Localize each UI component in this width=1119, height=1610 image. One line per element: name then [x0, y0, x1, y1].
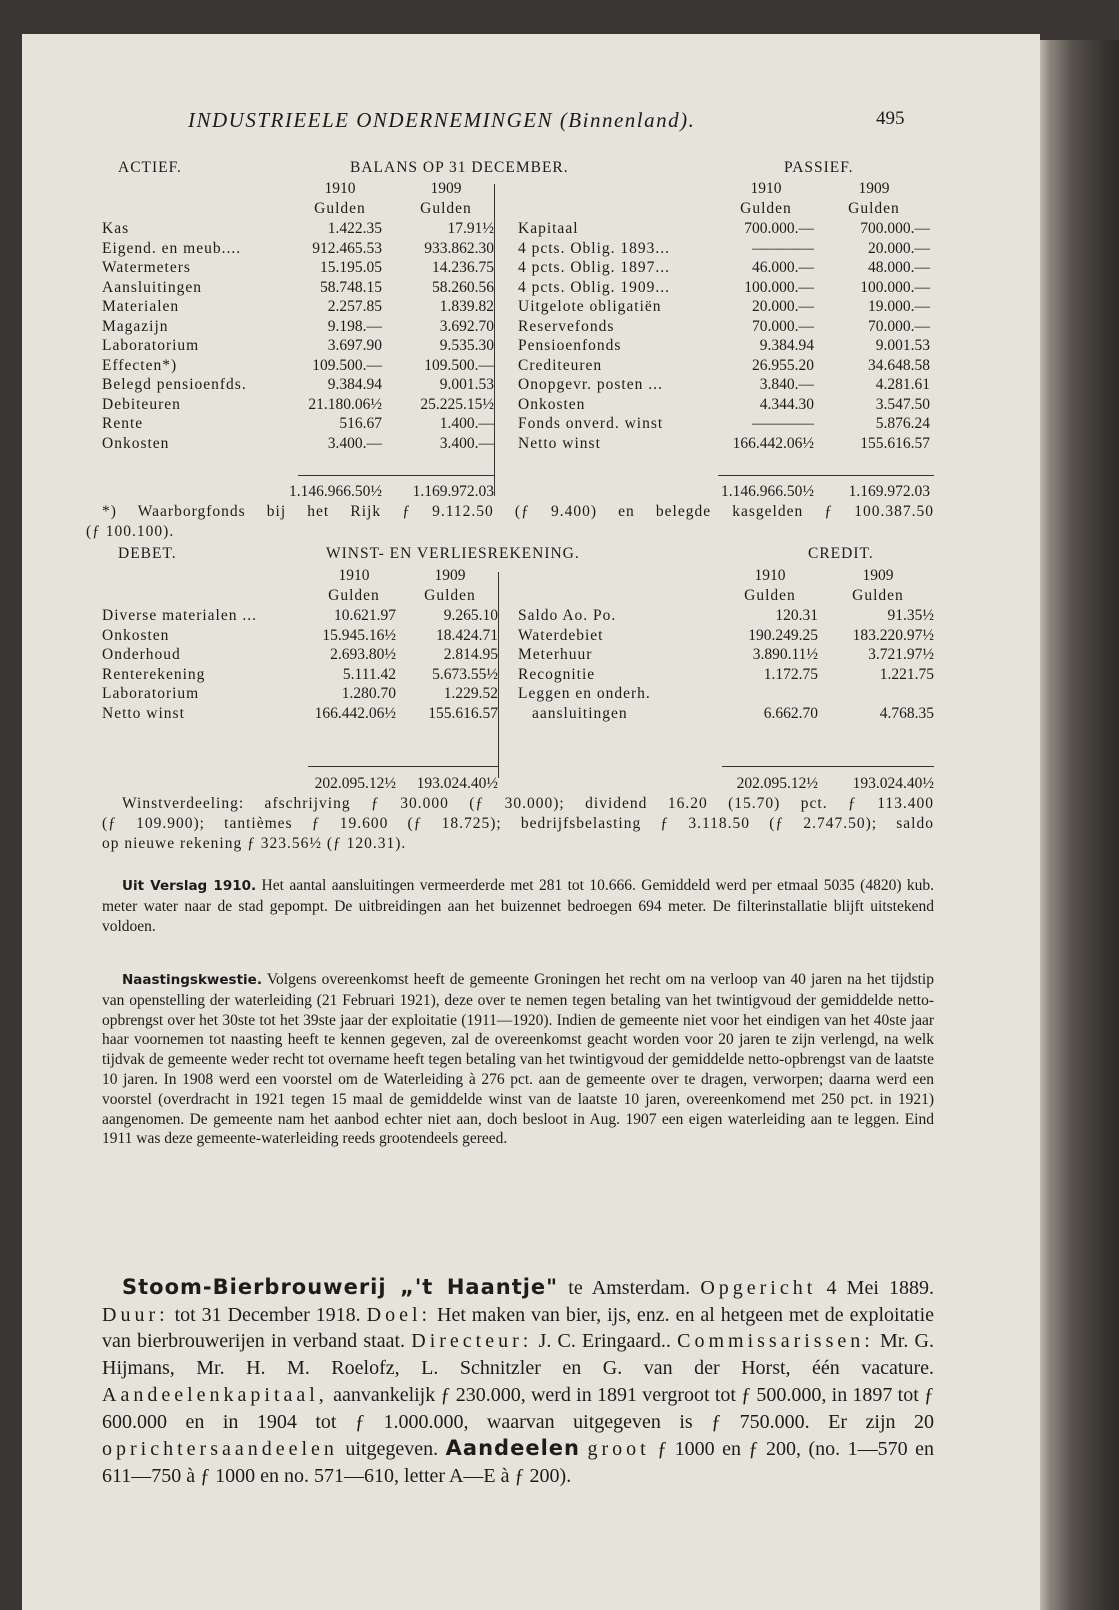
row-label: 4 pcts. Oblig. 1897...: [518, 259, 671, 276]
field-label: Directeur:: [411, 1330, 533, 1353]
field-value: ƒ 1000 en ƒ 200, (no. 1—570 en 611—750 à ƒ 1000 en no. 571—610, letter A—E à ƒ 200).: [102, 1438, 935, 1487]
field-value: 4 Mei 1889.: [826, 1277, 935, 1299]
col-year: 1909: [434, 567, 466, 584]
value-1910: 3.400.—: [327, 434, 382, 452]
table-row: [22, 645, 1040, 665]
value-1910: 58.748.15: [320, 278, 382, 296]
table-row: [22, 356, 1040, 376]
value-1909: 34.648.58: [868, 356, 930, 374]
row-label: Kapitaal: [518, 220, 579, 237]
field-label: Aandeelen: [445, 1436, 580, 1461]
book-page: [22, 34, 1040, 1610]
table-row: [22, 684, 1040, 704]
total-1909: 1.169.972.03: [412, 483, 494, 500]
value-1909: 91.35½: [887, 607, 934, 624]
col-year: 1909: [858, 180, 890, 197]
col-year: 1910: [754, 567, 786, 584]
value-1910: 516.67: [339, 415, 382, 432]
passief-heading: PASSIEF.: [784, 159, 854, 176]
col-year: 1910: [750, 180, 782, 197]
row-label: Materialen: [102, 298, 180, 315]
value-1910: 21.180.06½: [308, 395, 382, 413]
value-1909: 1.839.82: [439, 298, 494, 315]
col-unit: Gulden: [328, 587, 380, 604]
value-1910: 2.257.85: [327, 298, 382, 315]
row-label: Diverse materialen ...: [102, 607, 257, 624]
value-1910: 6.662.70: [763, 704, 818, 722]
row-label: Onopgevr. posten ...: [518, 376, 663, 393]
table-row: [22, 317, 1040, 337]
value-1909: 25.225.15½: [420, 395, 494, 413]
naasting-title: Naastingskwestie.: [122, 972, 262, 988]
winstverdeeling-line: Winstverdeeling: afschrijving ƒ 30.000 (ƒ 30.000); dividend 16.20 (15.70) pct. ƒ 113.400: [122, 795, 934, 812]
value-1909: 14.236.75: [432, 259, 494, 276]
field-label: oprichtersaandeelen: [102, 1438, 338, 1461]
winstverdeeling-line: op nieuwe rekening ƒ 323.56½ (ƒ 120.31).: [102, 835, 407, 852]
row-label: Leggen en onderh.: [518, 685, 651, 702]
total-1909: 1.169.972.03: [848, 483, 930, 500]
page-number: 495: [876, 108, 905, 129]
row-label: 4 pcts. Oblig. 1893...: [518, 239, 671, 257]
col-unit: Gulden: [744, 587, 796, 604]
value-1910: 109.500.—: [312, 356, 382, 374]
value-1910: 3.697.90: [327, 337, 382, 354]
col-year: 1910: [338, 567, 370, 584]
row-label: aansluitingen: [532, 704, 628, 722]
footnote-cont: (ƒ 100.100).: [86, 523, 175, 540]
value-1909: 100.000.—: [860, 278, 930, 296]
naasting-text: Volgens overeenkomst heeft de gemeente Groningen het recht om na verloop van 40 jaren na het tijdstip van openstelling der waterleiding (21 Februari 1921), deze over te nemen tegen betaling van het twintigvoud der gemiddelde netto-opbrengst over het 30ste tot het 39ste jaar der exploitatie (1911—1920). Indien de gemeente niet voor het eindigen van het 40ste jaar haar voornemen tot naasting heeft te kennen gegeven, zal de overeenkomst geacht worden voor 20 jaren te zijn verlengd, na welk tijdvak de gemeente weder recht tot overname heeft tegen betaling van het twintigvoud der gemiddelde netto-opbrengst van de laatste 10 jaren. In 1908 werd een voorstel om de Waterleiding à 276 pct. aan de gemeente over te dragen, verworpen; daarna werd een voorstel (overdracht in 1921 tegen 15 maal de gemiddelde winst van de laatste 10 jaren, overeenkomend met 250 pct. in 1921) aangenomen. De gemeente nam het aanbod echter niet aan, doch besloot in Aug. 1907 een eigen waterleiding aan te leggen. Eind 1911 was deze gemeente-waterleiding reeds grootendeels gereed.: [102, 971, 934, 1148]
footnote: *) Waarborgfonds bij het Rijk ƒ 9.112.50 (ƒ 9.400) en belegde kasgelden ƒ 100.387.50: [102, 503, 934, 520]
col-year: 1909: [430, 180, 462, 197]
value-1909: 9.001.53: [875, 337, 930, 354]
table-row: [22, 336, 1040, 356]
row-label: Netto winst: [102, 704, 185, 722]
value-1909: 155.616.57: [428, 704, 498, 722]
value-1910: 15.195.05: [320, 259, 382, 276]
value-1910: 26.955.20: [752, 356, 814, 374]
value-1909: 155.616.57: [860, 434, 930, 452]
value-1909: 9.535.30: [439, 337, 494, 354]
value-1909: 9.265.10: [443, 607, 498, 624]
value-1910: 46.000.—: [752, 259, 814, 276]
book-page-edge: [1040, 40, 1119, 1610]
table-row: [22, 375, 1040, 395]
field-value: uitgegeven.: [345, 1438, 439, 1461]
value-1909: 4.768.35: [879, 704, 934, 722]
field-label: Doel:: [366, 1303, 432, 1326]
value-1909: 5.876.24: [875, 415, 930, 432]
value-1910: 700.000.—: [744, 220, 814, 237]
table-row: [22, 626, 1040, 646]
col-unit: Gulden: [420, 200, 472, 217]
verslag-title: Uit Verslag 1910.: [122, 878, 257, 894]
sum-rule: [718, 475, 934, 476]
col-year: 1910: [324, 180, 356, 197]
winstverdeeling-line: (ƒ 109.900); tantièmes ƒ 19.600 (ƒ 18.725); bedrijfsbelasting ƒ 3.118.50 (ƒ 2.747.50); saldo: [102, 815, 934, 832]
col-unit: Gulden: [852, 587, 904, 604]
value-1909: 20.000.—: [868, 239, 930, 257]
value-1909: 2.814.95: [443, 646, 498, 663]
total-1910: 202.095.12½: [314, 775, 396, 792]
row-label: Pensioenfonds: [518, 337, 622, 354]
row-label: Rente: [102, 415, 144, 432]
value-1909: 3.692.70: [439, 317, 494, 335]
debet-heading: DEBET.: [118, 545, 177, 562]
row-label: Effecten*): [102, 356, 178, 374]
row-label: Crediteuren: [518, 356, 603, 374]
value-1909: 1.229.52: [443, 685, 498, 702]
value-1910: 5.111.42: [342, 665, 396, 683]
value-1910: 120.31: [775, 607, 818, 624]
value-1910: 15.945.16½: [322, 626, 396, 644]
verslag-text: Het aantal aansluitingen vermeerderde met 281 tot 10.666. Gemiddeld werd per etmaal 5035 (4820) kub. meter water naar de stad gepompt. De uitbreidingen aan het buizennet bedroegen 694 meter. De filterinstallatie blijft uitstekend voldoen.: [102, 877, 935, 935]
value-1909: 3.721.97½: [868, 646, 934, 663]
row-label: Belegd pensioenfds.: [102, 376, 247, 393]
row-label: Meterhuur: [518, 646, 593, 663]
credit-heading: CREDIT.: [808, 545, 874, 562]
field-value: aanvankelijk ƒ 230.000, werd in 1891 vergroot tot ƒ 500.000, in 1897 tot ƒ 600.000 en in 1904 tot ƒ 1.000.000, waarvan uitgegeven is ƒ 750.000. Er zijn 20: [102, 1383, 935, 1433]
value-1909: 4.281.61: [875, 376, 930, 393]
value-1909: 3.547.50: [875, 395, 930, 413]
table-row: [22, 434, 1040, 454]
value-1910: 166.442.06½: [314, 704, 396, 722]
value-1909: 109.500.—: [424, 356, 494, 374]
value-1909: 19.000.—: [868, 298, 930, 315]
field-label: Aandeelenkapitaal,: [102, 1383, 328, 1406]
row-label: Eigend. en meub....: [102, 239, 242, 257]
table-row: [22, 395, 1040, 415]
row-label: Laboratorium: [102, 685, 200, 702]
value-1909: 1.400.—: [439, 415, 494, 432]
field-value: tot 31 December 1918.: [174, 1303, 361, 1326]
field-value: Mr. G. Hijmans, Mr. H. M. Roelofz, L. Schnitzler en G. van der Horst, één vacature.: [102, 1330, 934, 1380]
total-1910: 1.146.966.50½: [721, 483, 814, 500]
row-label: Saldo Ao. Po.: [518, 607, 617, 624]
value-1910: 100.000.—: [744, 278, 814, 296]
table-row: [22, 239, 1040, 259]
row-label: Watermeters: [102, 259, 191, 276]
field-label: Opgericht: [700, 1277, 817, 1299]
sum-rule: [298, 475, 494, 476]
value-1909: 58.260.56: [432, 278, 494, 296]
table-row: [22, 606, 1040, 626]
value-1909: 17.91½: [447, 220, 494, 237]
total-1910: 1.146.966.50½: [289, 483, 382, 500]
value-1910: 20.000.—: [752, 298, 814, 315]
value-1909: 3.400.—: [439, 434, 494, 452]
value-1910: 9.384.94: [759, 337, 814, 354]
value-1910: ————: [752, 415, 814, 432]
company-name: Stoom-Bierbrouwerij „'t Haantje": [122, 1275, 559, 1299]
value-1910: 4.344.30: [759, 395, 814, 413]
field-label: groot: [587, 1438, 650, 1461]
value-1910: 1.172.75: [763, 665, 818, 683]
value-1909: 700.000.—: [860, 220, 930, 237]
total-1910: 202.095.12½: [736, 775, 818, 792]
running-header: INDUSTRIEELE ONDERNEMINGEN (Binnenland).: [188, 108, 696, 132]
row-label: Aansluitingen: [102, 278, 202, 296]
value-1910: 9.198.—: [327, 317, 382, 335]
row-label: Waterdebiet: [518, 626, 604, 644]
col-year: 1909: [862, 567, 894, 584]
value-1909: 18.424.71: [436, 626, 498, 644]
value-1909: 70.000.—: [868, 317, 930, 335]
col-unit: Gulden: [848, 200, 900, 217]
table-row: [22, 297, 1040, 317]
row-label: Onkosten: [518, 395, 586, 413]
table-row: [22, 258, 1040, 278]
row-label: Magazijn: [102, 317, 169, 335]
row-label: Reservefonds: [518, 317, 615, 335]
sum-rule: [308, 766, 498, 767]
row-label: Kas: [102, 220, 130, 237]
field-label: Duur:: [102, 1303, 169, 1326]
sum-rule: [722, 766, 934, 767]
value-1910: 1.422.35: [327, 220, 382, 237]
field-value: Het maken van bier, ijs, enz. en al hetgeen met de exploitatie van bierbrouwerijen in verband staat.: [102, 1303, 935, 1353]
value-1910: 3.890.11½: [752, 646, 818, 663]
row-label: Renterekening: [102, 665, 206, 683]
col-unit: Gulden: [314, 200, 366, 217]
row-label: Onkosten: [102, 626, 170, 644]
value-1909: 933.862.30: [424, 239, 494, 257]
field-value: J. C. Eringaard..: [538, 1330, 671, 1353]
value-1909: 1.221.75: [879, 665, 934, 683]
value-1910: 1.280.70: [341, 685, 396, 702]
company-place: te Amsterdam.: [568, 1277, 691, 1299]
value-1910: 9.384.94: [327, 376, 382, 393]
verslag-paragraph: [102, 876, 934, 936]
row-label: Debiteuren: [102, 395, 181, 413]
row-label: Fonds onverd. winst: [518, 415, 664, 432]
value-1910: 10.621.97: [334, 607, 396, 624]
value-1909: 183.220.97½: [852, 626, 934, 644]
col-unit: Gulden: [424, 587, 476, 604]
actief-heading: ACTIEF.: [118, 159, 182, 176]
value-1909: 48.000.—: [868, 259, 930, 276]
table-row: [22, 665, 1040, 685]
row-label: Laboratorium: [102, 337, 200, 354]
value-1910: 70.000.—: [752, 317, 814, 335]
col-unit: Gulden: [740, 200, 792, 217]
total-1909: 193.024.40½: [852, 775, 934, 792]
table-row: [22, 704, 1040, 724]
table-row: [22, 278, 1040, 298]
value-1910: 912.465.53: [312, 239, 382, 257]
winst-title: WINST- EN VERLIESREKENING.: [326, 545, 580, 562]
field-label: Commissarissen:: [677, 1330, 874, 1353]
table-row: [22, 414, 1040, 434]
row-label: Recognitie: [518, 665, 596, 683]
row-label: Netto winst: [518, 434, 601, 452]
value-1910: 190.249.25: [748, 626, 818, 644]
value-1909: 9.001.53: [439, 376, 494, 393]
value-1910: 3.840.—: [759, 376, 814, 393]
table-row: [22, 219, 1040, 239]
row-label: Uitgelote obligatiën: [518, 298, 662, 315]
row-label: 4 pcts. Oblig. 1909...: [518, 278, 671, 296]
total-1909: 193.024.40½: [416, 775, 498, 792]
value-1910: 2.693.80½: [330, 646, 396, 663]
company-entry: [102, 1274, 934, 1490]
balans-title: BALANS OP 31 DECEMBER.: [350, 159, 569, 176]
value-1909: 5.673.55½: [432, 665, 498, 683]
naasting-paragraph: [102, 970, 934, 1149]
value-1910: ————: [752, 239, 814, 257]
row-label: Onkosten: [102, 434, 170, 452]
row-label: Onderhoud: [102, 646, 181, 663]
value-1910: 166.442.06½: [732, 434, 814, 452]
